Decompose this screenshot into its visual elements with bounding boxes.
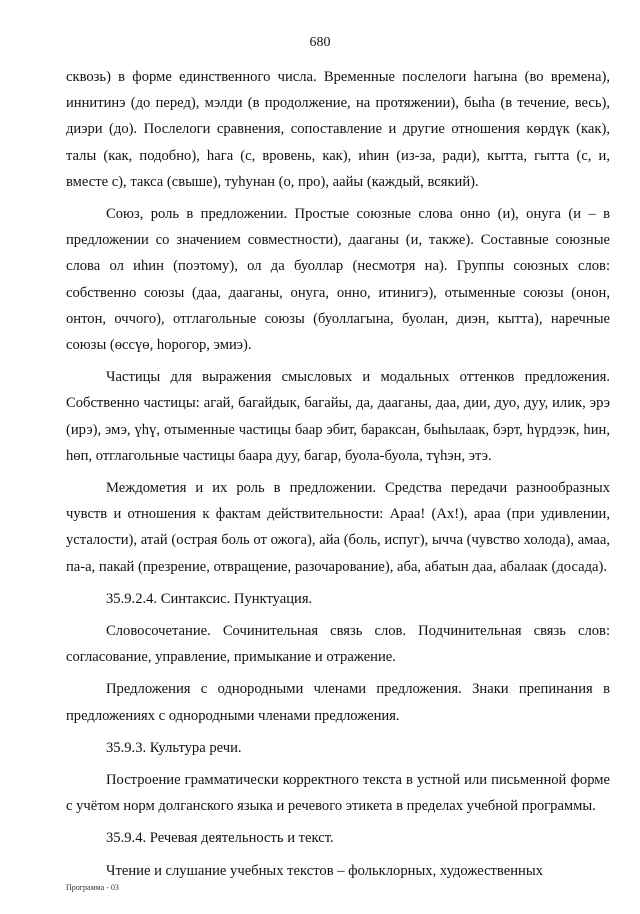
- paragraph-postpositions: сквозь) в форме единственного числа. Временные послелоги һагына (во времена), иннитинэ (до перед), мэлди (в продолжение, на протяжении), быһа (в течение, весь), диэри (до). Послелоги сравнения, сопоставление и другие отношения көрдүк (как), талы (как, подобно), һага (с, вровень, как), иһин (из-за, ради), кытта, гытта (с, и, вместе с), такса (свыше), туһунан (о, про), аайы (каждый, всякий).: [66, 69, 610, 190]
- paragraph-homogeneous-members: Предложения с однородными членами предложения. Знаки препинания в предложениях с однородными членами предложения.: [66, 681, 610, 724]
- paragraph-particles: Частицы для выражения смысловых и модальных оттенков предложения. Собственно частицы: агай, багайдык, багайы, да, дааганы, даа, дии, дуо, дуу, илик, эрэ (ирэ), эмэ, үһү, отыменные частицы баар эбит, бараксан, быһылаак, бэрт, һүрдээк, һин, һөп, отглагольные частицы баара дуу, багар, буола-буола, түһэн, этэ.: [66, 369, 610, 464]
- paragraph-reading-listening: Чтение и слушание учебных текстов – фольклорных, художественных: [106, 862, 543, 879]
- paragraph-interjections: Междометия и их роль в предложении. Средства передачи разнообразных чувств и отношения к фактам действительности: Араа! (Ах!), араа (при удивлении, усталости), атай (острая боль от ожога), айа (боль, испуг), ычча (чувство холода), амаа, па-а, пакай (презрение, отвращение, разочарование), аба, абатын даа, абалаак (досада).: [66, 480, 610, 575]
- page-footer: Программа - 03: [66, 883, 119, 892]
- page-body: [66, 64, 610, 890]
- paragraph-text-construction: Построение грамматически корректного текста в устной или письменной форме с учётом норм долганского языка и речевого этикета в пределах учебной программы.: [66, 772, 610, 815]
- paragraph-conjunctions: Союз, роль в предложении. Простые союзные слова онно (и), онуга (и – в предложении со значением совместности), дааганы (и, также). Составные союзные слова ол иһин (поэтому), ол да буоллар (несмотря на). Группы союзных слов: собственно союзы (даа, дааганы, онуга, онно, итинигэ), отыменные союзы (онон, онтон, оччого), отглагольные союзы (буоллагына, буолан, диэн, кытта), наречные союзы (өссүө, һорогор, эмиэ).: [66, 206, 610, 354]
- section-heading-speech-activity: 35.9.4. Речевая деятельность и текст.: [106, 830, 334, 847]
- paragraph-word-combination: Словосочетание. Сочинительная связь слов. Подчинительная связь слов: согласование, управление, примыкание и отражение.: [66, 623, 610, 666]
- section-heading-syntax: 35.9.2.4. Синтаксис. Пунктуация.: [106, 590, 313, 607]
- section-heading-speech-culture: 35.9.3. Культура речи.: [106, 739, 242, 756]
- page-number: 680: [309, 35, 331, 50]
